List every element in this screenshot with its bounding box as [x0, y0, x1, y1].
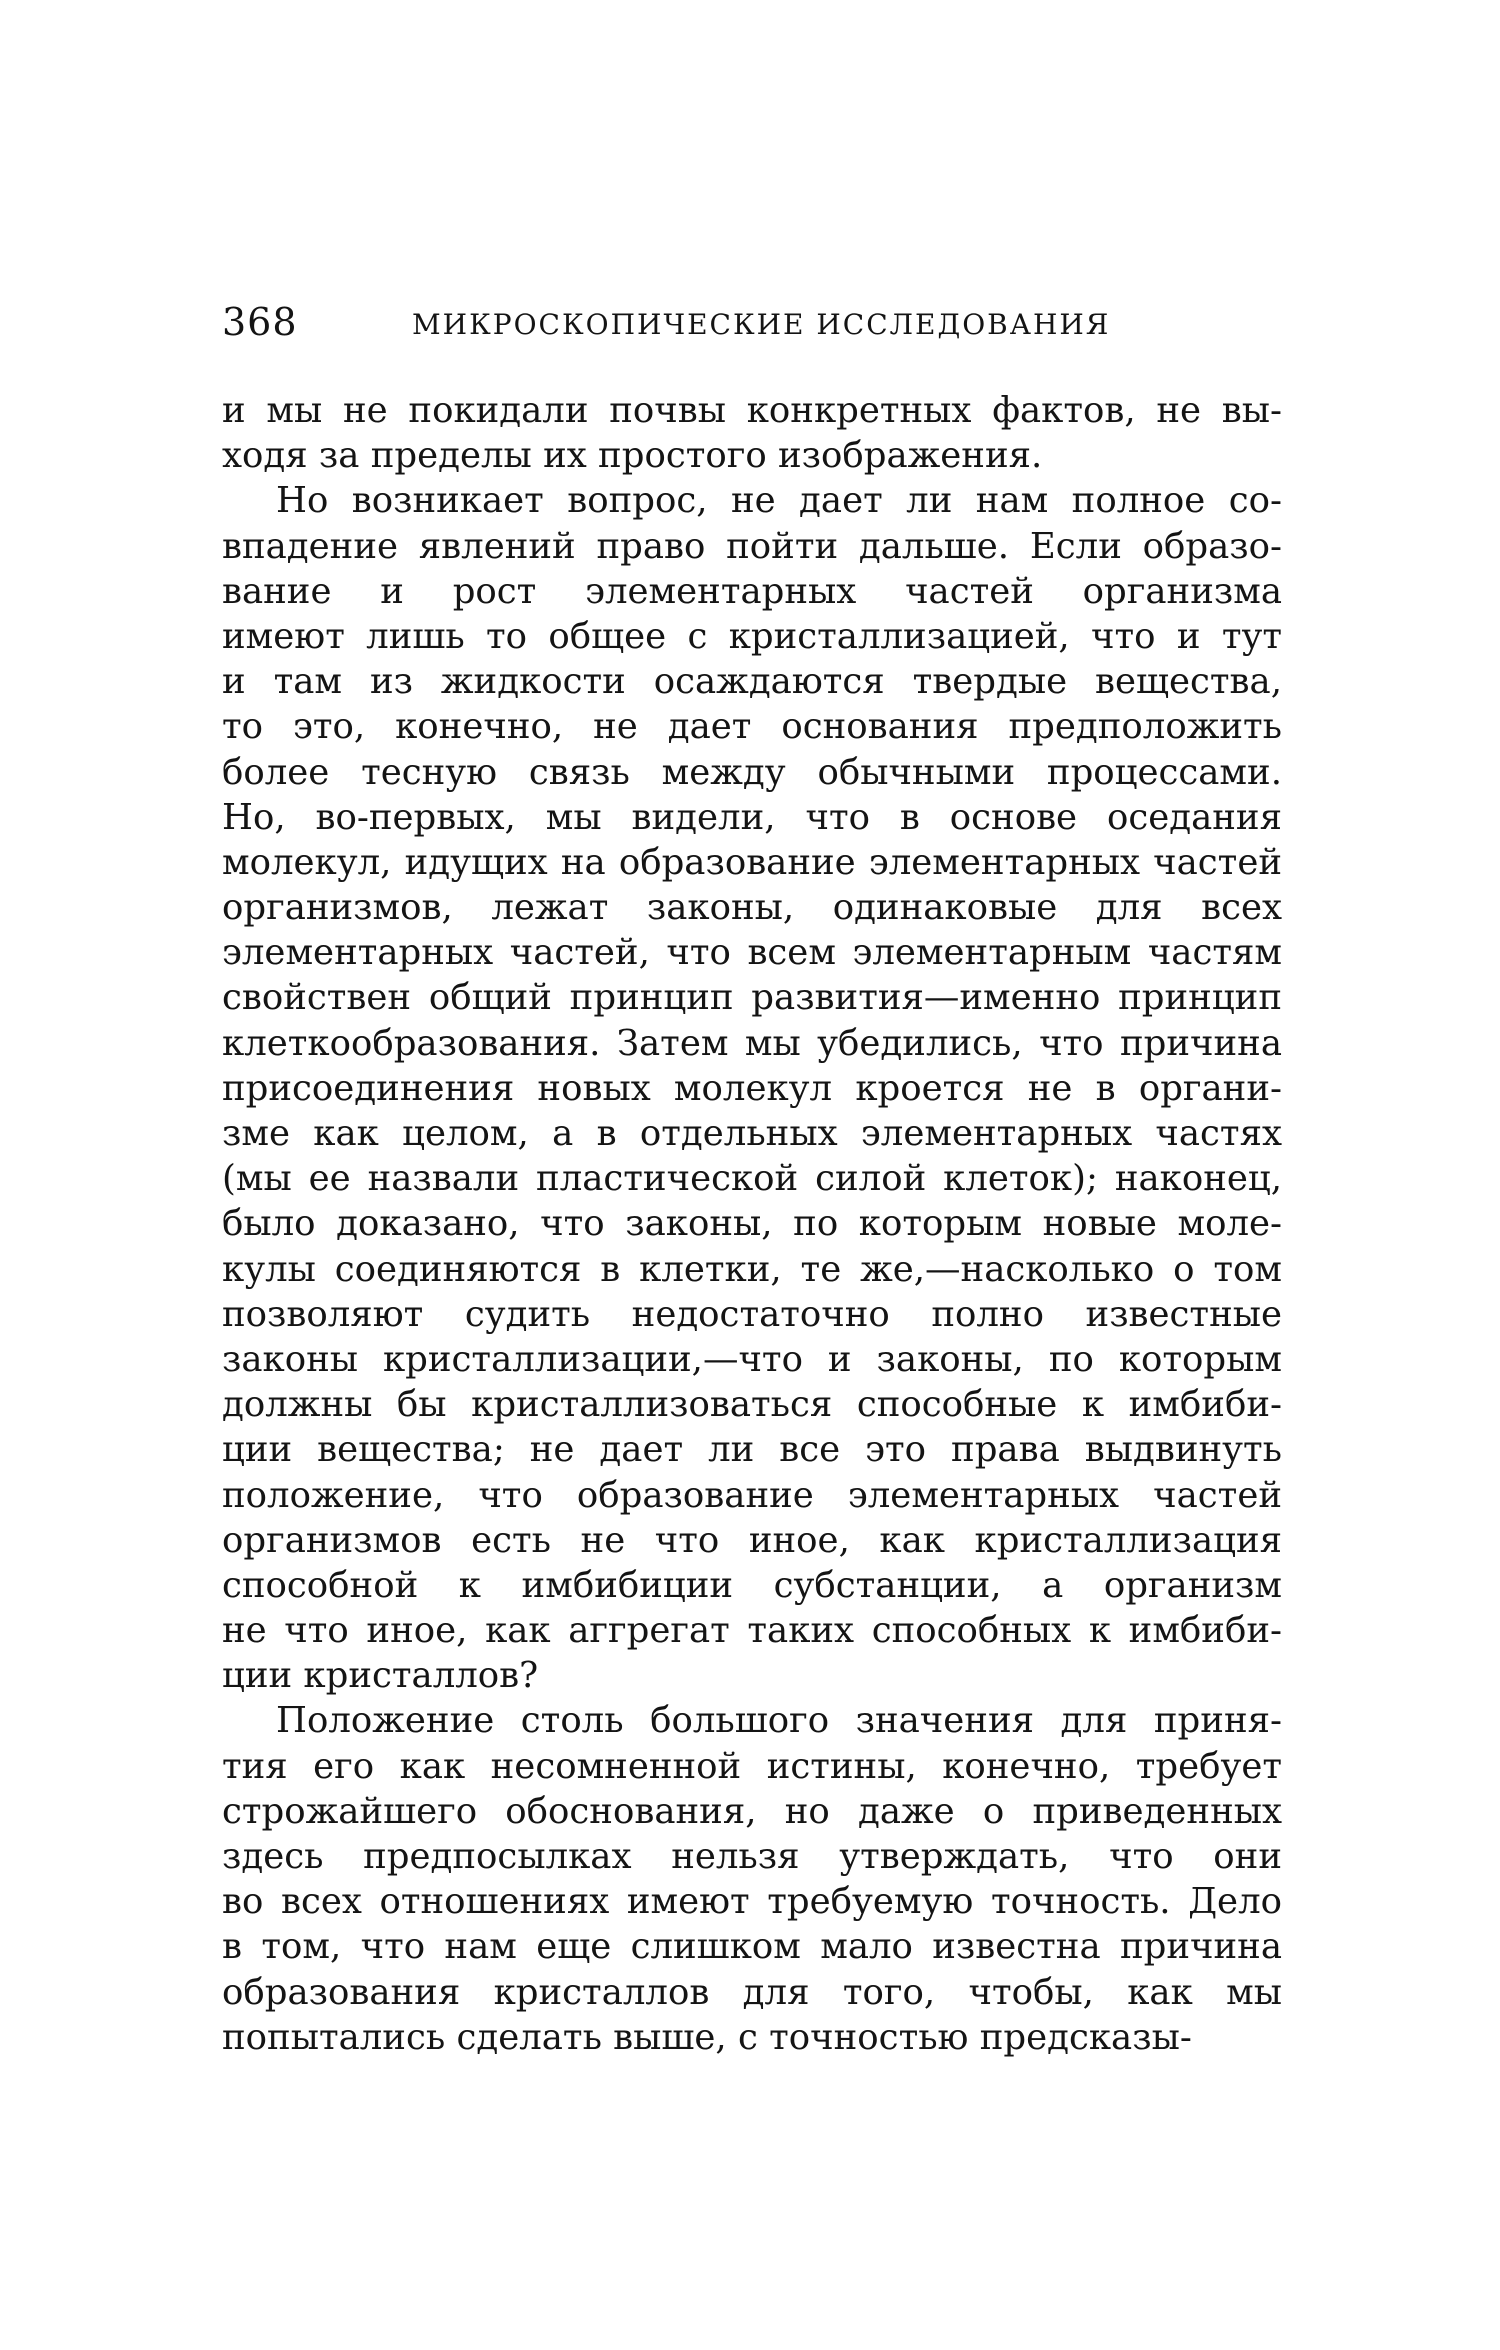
text-line: ции кристаллов? [222, 1655, 539, 1697]
paragraph [222, 388, 1282, 478]
text-line: должны бы кристаллизоваться способные к имбиби- [222, 1384, 1282, 1426]
text-line: организмов, лежат законы, одинаковые для всех [222, 887, 1282, 929]
text-line: то это, конечно, не дает основания предположить [222, 706, 1282, 748]
text-line: присоединения новых молекул кроется не в органи- [222, 1067, 1282, 1109]
text-line: позволяют судить недостаточно полно известные [222, 1293, 1282, 1335]
text-line: свойствен общий принцип развития—именно принцип [222, 977, 1282, 1019]
text-line: ходя за пределы их простого изображения. [222, 435, 1043, 477]
book-page [222, 300, 1282, 2060]
text-line: образования кристаллов для того, чтобы, как мы [222, 1971, 1282, 2013]
text-line: здесь предпосылках нельзя утверждать, что они [222, 1836, 1282, 1877]
text-line: (мы ее назвали пластической силой клеток); наконец, [222, 1158, 1282, 1200]
text-line: было доказано, что законы, по которым новые моле- [222, 1203, 1282, 1245]
text-line: не что иное, как аггрегат таких способных к имбиби- [222, 1610, 1282, 1652]
body-text [222, 388, 1282, 2060]
text-line: Но возникает вопрос, не дает ли нам полное со- [276, 480, 1282, 522]
paragraph [222, 1698, 1282, 2060]
running-head [222, 300, 1282, 370]
text-line: молекул, идущих на образование элементарных частей [222, 841, 1282, 883]
page-number: 368 [222, 300, 298, 344]
text-line: и там из жидкости осаждаются твердые вещества, [222, 661, 1282, 703]
paragraph [222, 478, 1282, 1698]
text-line: организмов есть не что иное, как кристаллизация [222, 1519, 1282, 1561]
running-title: МИКРОСКОПИЧЕСКИЕ ИССЛЕДОВАНИЯ [412, 308, 1111, 341]
text-line: элементарных частей, что всем элементарным частям [222, 932, 1282, 974]
text-line: зме как целом, а в отдельных элементарных частях [222, 1113, 1282, 1154]
text-line: вание и рост элементарных частей организма [222, 570, 1282, 612]
text-line: клеткообразования. Затем мы убедились, что причина [222, 1022, 1282, 1064]
text-line: имеют лишь то общее с кристаллизацией, что и тут [222, 615, 1282, 657]
text-line: способной к имбибиции субстанции, а организм [222, 1564, 1282, 1606]
text-line: Но, во-первых, мы видели, что в основе оседания [222, 796, 1282, 838]
text-line: впадение явлений право пойти дальше. Если образо- [222, 525, 1282, 567]
text-line: ции вещества; не дает ли все это права выдвинуть [222, 1429, 1282, 1471]
text-line: во всех отношениях имеют требуемую точность. Дело [222, 1881, 1282, 1923]
text-line: законы кристаллизации,—что и законы, по которым [222, 1338, 1282, 1380]
text-line: строжайшего обоснования, но даже о приведенных [222, 1790, 1282, 1832]
text-line: тия его как несомненной истины, конечно, требует [222, 1745, 1282, 1787]
text-line: более тесную связь между обычными процессами. [222, 751, 1282, 793]
text-line: Положение столь большого значения для приня- [276, 1700, 1282, 1742]
text-line: и мы не покидали почвы конкретных фактов, не вы- [222, 390, 1282, 431]
text-line: кулы соединяются в клетки, те же,—насколько о том [222, 1248, 1282, 1290]
text-line: в том, что нам еще слишком мало известна причина [222, 1926, 1282, 1968]
text-line: положение, что образование элементарных частей [222, 1474, 1282, 1516]
text-line: попытались сделать выше, с точностью предсказы- [222, 2016, 1192, 2058]
